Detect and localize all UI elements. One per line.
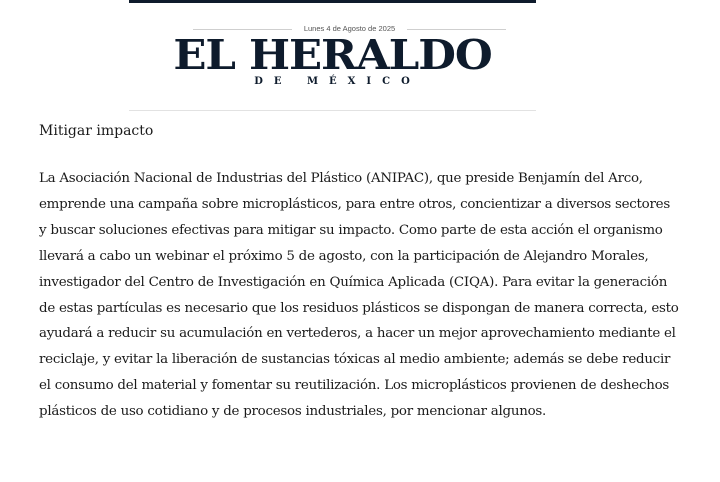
edition-date: Lunes 4 de Agosto de 2025 xyxy=(303,24,396,33)
article-body xyxy=(39,118,679,425)
masthead xyxy=(129,0,536,112)
newspaper-logo[interactable]: EL HERALDO xyxy=(173,31,492,79)
masthead-top-bar xyxy=(129,0,536,3)
article-paragraph: La Asociación Nacional de Industrias del Plástico (ANIPAC), que preside Benjamín del Arco, emprende una campaña sobre microplásticos, para entre otros, concientizar a diversos sectores y buscar soluciones efectivas para mitigar su impacto. Como parte de esta acción el organismo llevará a cabo un webinar el próximo 5 de agosto, con la participación de Alejandro Morales, investigador del Centro de Investigación en Química Aplicada (CIQA). Para evitar la generación de estas partículas es necesario que los residuos plásticos se dispongan de manera correcta, esto ayudará a reducir su acumulación en vertederos, a hacer un mejor aprovechamiento mediante el reciclaje, y evitar la liberación de sustancias tóxicas al medio ambiente; además se debe reducir el consumo del material y fomentar su reutilización. Los microplásticos provienen de deshechos plásticos de uso cotidiano y de procesos industriales, por mencionar algunos. xyxy=(39,171,679,420)
article-subheading: Mitigar impacto xyxy=(39,123,154,139)
masthead-divider xyxy=(129,110,536,111)
newspaper-logo-subtitle: DE MÉXICO xyxy=(254,76,421,87)
date-rule-right xyxy=(407,29,506,30)
